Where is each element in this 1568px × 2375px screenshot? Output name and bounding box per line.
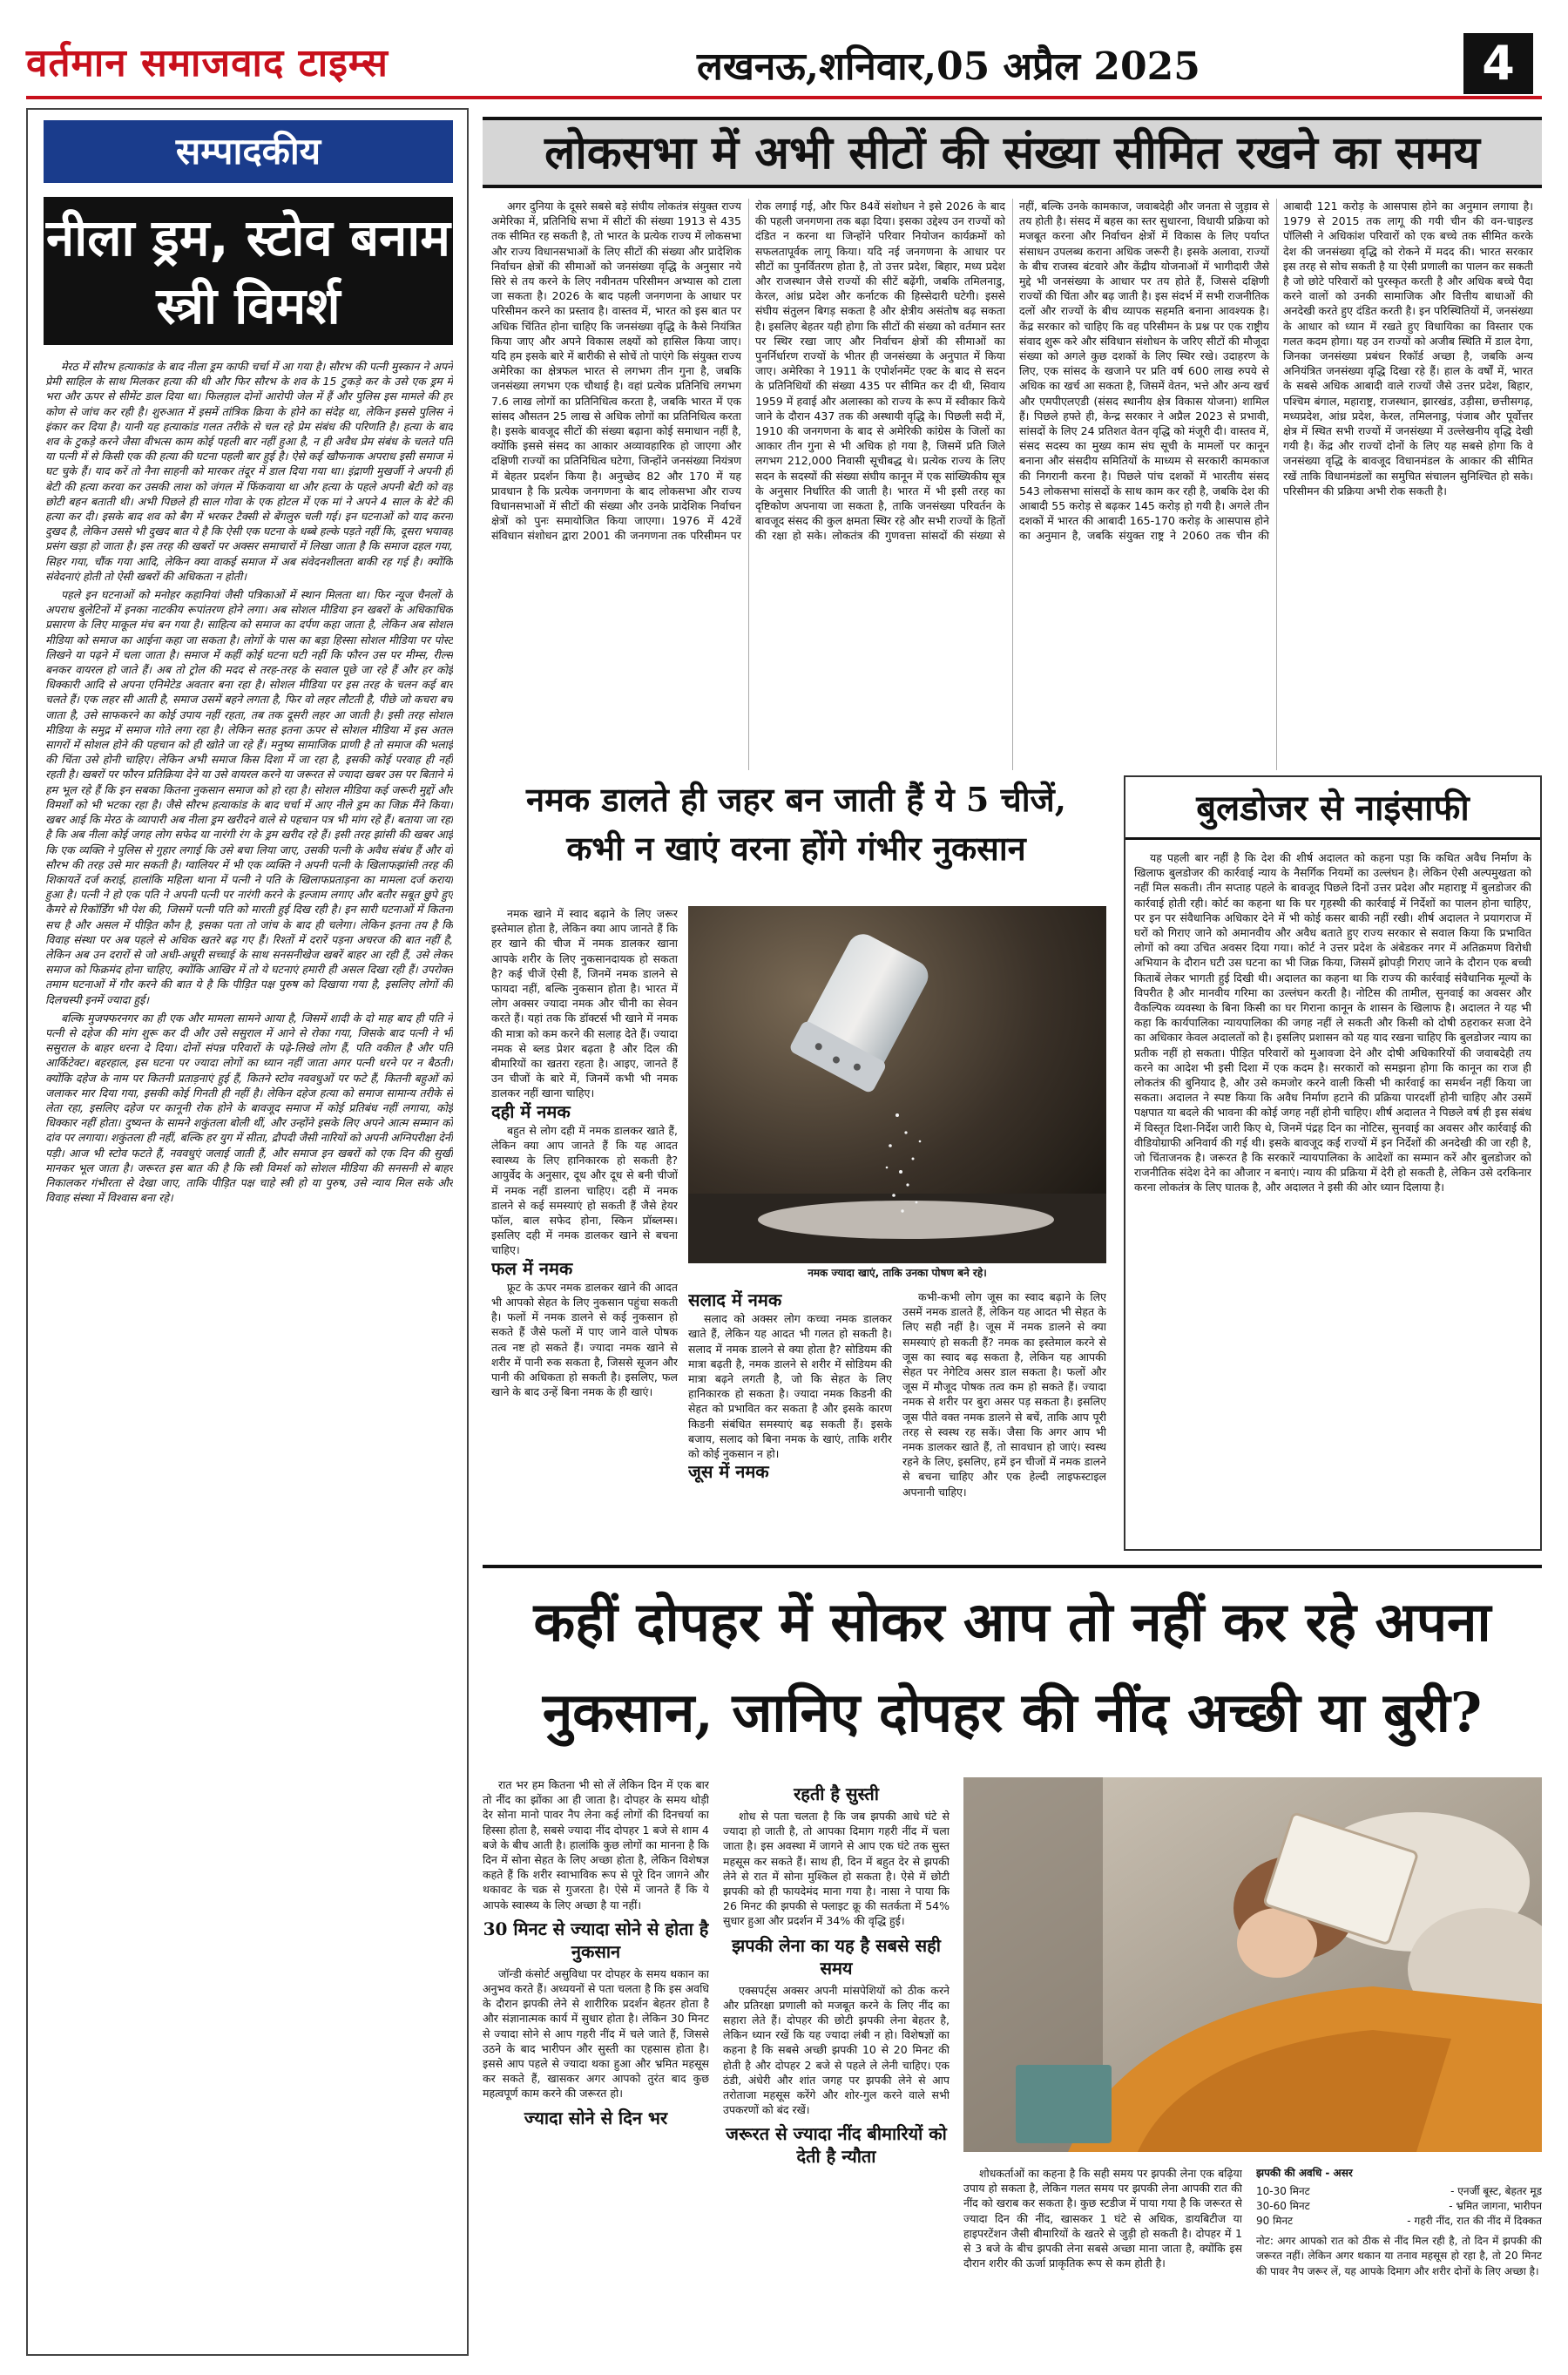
duration-time: 30-60 मिनट bbox=[1256, 2200, 1310, 2213]
salt-column-3 bbox=[902, 1289, 1106, 1551]
editorial-title bbox=[44, 197, 453, 345]
editorial-title-line1: नीला ड्रम, स्टोव बनाम bbox=[46, 208, 450, 267]
salt-subhead-juice: जूस में नमक bbox=[688, 1461, 769, 1483]
nap-column-1 bbox=[483, 1777, 709, 2352]
nap-col3-text: शोधकर्ताओं का कहना है कि सही समय पर झपकी लेना एक बढ़िया उपाय हो सकता है, लेकिन गलत समय पर झपकी लेना आपकी रात की नींद को खराब कर सकता है। कुछ स्टडीज में पाया गया है कि जरूरत से ज्यादा दिन की नींद, खासकर 1 घंटे से अधिक, डायबिटीज या हाइपरटेंशन जैसी बीमारियों के खतरे से जुड़ी हो सकती है। दोपहर में 1 से 3 बजे के बीच झपकी लेना सबसे अच्छा माना जाता है, क्योंकि इस दौरान शरीर की ऊर्जा प्राकृतिक रूप से कम होती है। bbox=[963, 2167, 1242, 2270]
salt-curd-text: बहुत से लोग दही में नमक डालकर खाते हैं, लेकिन क्या आप जानते हैं कि यह आदत स्वास्थ्य के लिए हानिकारक हो सकती है? आयुर्वेद के अनुसार, दूध और दूध से बनी चीजों में नमक नहीं डालना चाहिए। दही में नमक डालने से कई समस्याएं हो सकती हैं जैसे हेयर फॉल, बाल सफेद होना, स्किन प्रॉब्लम्स। इसलिए दही में नमक डालकर खाने से बचना चाहिए। bbox=[491, 1123, 678, 1257]
bulldozer-paragraph: यह पहली बार नहीं है कि देश की शीर्ष अदालत को कहना पड़ा कि कथित अवैध निर्माण के खिलाफ बुलडोजर की कार्रवाई न्याय के नैसर्गिक नियमों का उल्लंघन है। लेकिन ऐसी अल्पमुखता को नहीं मिल सकती। तीन सप्ताह पहले के बावजूद पिछले दिनों उत्तर प्रदेश और महाराष्ट्र में बुलडोजर की कार्रवाई होती रही। कोर्ट का कहना था कि घर गृहस्थी की कार्रवाई में निर्देशों का पालन होना चाहिए, पर इन पर संवैधानिक अधिकार देने में भी कोई कसर बाकी नहीं रखी। शीर्ष अदालत ने प्रयागराज में घरों को गिराए जाने को अमानवीय और अवैध बताते हुए राज्य सरकार से सवाल किया कि प्रभावित लोगों को क्या उचित अवसर दिया गया। कोर्ट ने उत्तर प्रदेश के अंबेडकर नगर में अतिक्रमण विरोधी अभियान के दौरान घटी उस घटना का भी जिक्र किया, जिसमें झोपड़ी गिराए जाने के दौरान एक बच्ची किताबें लेकर भागती हुई दिखी थी। अदालत का कहना था कि राज्य की कार्रवाई संवैधानिक मूल्यों के विपरीत है और मानवीय गरिमा का उल्लंघन करती है। नोटिस की तामील, सुनवाई का अवसर और वैकल्पिक व्यवस्था के बिना किसी का घर गिराना कानून के शासन के खिलाफ है। अदालत ने यह भी कहा कि कार्यपालिका न्यायपालिका की जगह नहीं ले सकती और किसी को दोषी ठहराकर सजा देने का अधिकार केवल अदालतों को है। इसलिए प्रशासन को यह याद रखना चाहिए कि बुलडोजर न्याय का प्रतीक नहीं हो सकता। पीड़ित परिवारों को मुआवजा देने और दोषी अधिकारियों की जवाबदेही तय करने का आदेश भी इसी दिशा में एक कदम है। सरकारों को समझना होगा कि कानून का राज ही लोकतंत्र की बुनियाद है, और उसे कमजोर करने वाली किसी भी कार्रवाई का समर्थन नहीं किया जा सकता। अदालत ने स्पष्ट किया कि अवैध निर्माण हटाने की प्रक्रिया पारदर्शी होनी चाहिए और उसमें पक्षपात या बदले की भावना की कोई जगह नहीं होनी चाहिए। शीर्ष अदालत ने पिछले वर्ष ही इस संबंध में विस्तृत दिशा-निर्देश जारी किए थे, जिनमें पंद्रह दिन का नोटिस, सुनवाई का अवसर और कार्रवाई की वीडियोग्राफी अनिवार्य की गई थी। इसके बावजूद कई राज्यों में इन निर्देशों की अनदेखी की जा रही है, जो चिंताजनक है। जरूरत है कि सरकारें न्यायपालिका के आदेशों का सम्मान करें और बुलडोजर को राजनीतिक संदेश देने का औजार न बनाएं। न्याय की प्रक्रिया में देरी हो सकती है, लेकिन उसे दरकिनार करना लोकतंत्र के लिए घातक है, और अदालत ने इसी की ओर ध्यान दिलाया है। bbox=[1134, 851, 1531, 1194]
salt-intro: नमक खाने में स्वाद बढ़ाने के लिए जरूर इस्तेमाल होता है, लेकिन क्या आप जानते हैं कि हर खाने की चीज में नमक डालकर खाना आपके शरीर के लिए नुकसानदायक हो सकता है? कई चीजें ऐसी हैं, जिनमें नमक डालने से फायदा नहीं, बल्कि नुकसान होता है। भारत में लोग अक्सर ज्यादा नमक और चीनी का सेवन करते हैं। यहां तक कि डॉक्टर्स भी खाने में नमक की मात्रा को कम करने की सलाह देते हैं। ज्यादा नमक से ब्लड प्रेशर बढ़ता है और दिल की बीमारियों का खतरा रहता है। आइए, जानते हैं उन चीजों के बारे में, जिनमें कभी भी नमक डालकर नहीं खाना चाहिए। bbox=[491, 907, 678, 1100]
duration-time: 90 मिनट bbox=[1256, 2215, 1294, 2228]
page-number: 4 bbox=[1463, 33, 1533, 94]
editorial-paragraph: मेरठ में सौरभ हत्याकांड के बाद नीला ड्रम काफी चर्चा में आ गया है। सौरभ की पत्नी मुस्कान ने अपने प्रेमी साहिल के साथ मिलकर हत्या की थी और फिर सौरभ के शव के 15 टुकड़े कर के उसे एक ड्रम में भरा और ऊपर से सीमेंट डाल दिया था। फिलहाल दोनों आरोपी जेल में हैं और पुलिस इस मामले की हर कोण से जांच कर रही है। शुरुआत में इसमें तांत्रिक क्रिया के होने का संदेह था, लेकिन इससे पुलिस ने इंकार कर दिया है। यानी यह हत्याकांड गलत तरीके से चल रहे प्रेम संबंध की परिणति है। हत्या के बाद शव के टुकड़े करने जैसा वीभत्स काम कोई पहली बार नहीं हुआ है, न ही अवैध प्रेम संबंध के चलते पति या पत्नी में से किसी एक की हत्या की घटना पहली बार हुई है। ऐसे कई खौफनाक अपराध इसी समाज में घट चुके हैं। याद करें तो नैना साहनी को मारकर तंदूर में डाल दिया गया था। इंद्राणी मुखर्जी ने अपनी ही बेटी की हत्या करवा कर उसकी लाश को जंगल में फिंकवाया था और हत्या के पहले अपनी बेटी को वह छोटी बहन बताती थी। अभी पिछले ही साल गोवा के एक होटल में एक मां ने अपने 4 साल के बेटे की हत्या कर दी। इसके बाद शव को बैग में भरकर टैक्सी से बेंगलुरु चली गई। इन घटनाओं को याद करना दुखद है, लेकिन उससे भी दुखद बात ये है कि ऐसी एक घटना के धब्बे हल्के पड़ते नहीं कि, दूसरा भयावह प्रसंग खड़ा हो जाता है। इस तरह की खबरों पर अक्सर समाचारों में लिखा जाता है कि समाज दहल गया, सिहर गया, चौंक गया आदि, लेकिन क्या वाकई समाज में अब संवेदनशीलता बाकी रह गई है। क्योंकि संवेदनाएं होती तो ऐसी खबरों की अधिकता न होती। bbox=[45, 360, 453, 583]
list-item bbox=[1256, 2184, 1542, 2199]
list-item bbox=[1256, 2199, 1542, 2214]
nap-column-3 bbox=[963, 2166, 1242, 2352]
nap-subhead-30min: 30 मिनट से ज्यादा सोने से होता है नुकसान bbox=[483, 1918, 709, 1962]
bulldozer-headline: बुलडोजर से नाइंसाफी bbox=[1125, 777, 1540, 840]
nap-subhead-right-time: झपकी लेना का यह है सबसे सही समय bbox=[732, 1934, 941, 1979]
duration-time: 10-30 मिनट bbox=[1256, 2185, 1310, 2198]
nap-headline-line1: कहीं दोपहर में सोकर आप तो नहीं कर रहे अपना bbox=[533, 1590, 1491, 1654]
salt-subhead-curd: दही में नमक bbox=[491, 1100, 571, 1122]
nap-right-time-text: एक्सपर्ट्स अक्सर अपनी मांसपेशियों को ठीक करने और प्रतिरक्षा प्रणाली को मजबूत करने के लिए नींद का सहारा लेते हैं। दोपहर की छोटी झपकी लेना बेहतर है, लेकिन ध्यान रखें कि यह ज्यादा लंबी न हो। विशेषज्ञों का कहना है कि सबसे अच्छी झपकी 10 से 20 मिनट की होती है और दोपहर 2 बजे से पहले ले लेनी चाहिए। एक ठंडी, अंधेरी और शांत जगह पर झपकी लेने से आप तरोताजा महसूस करेंगे और शोर-गुल करने वाले सभी उपकरणों को बंद रखें। bbox=[723, 1983, 950, 2117]
salt-subhead-salad: सलाद में नमक bbox=[688, 1289, 782, 1310]
duration-effect: - एनर्जी बूस्ट, बेहतर मूड bbox=[1450, 2185, 1542, 2198]
editorial-paragraph: पहले इन घटनाओं को मनोहर कहानियां जैसी पत्रिकाओं में स्थान मिलता था। फिर न्यूज चैनलों के अपराध बुलेटिनों में इनका नाटकीय रूपांतरण होने लगा। अब सोशल मीडिया इन खबरों के अधिकाधिक प्रसारण के लिए माकूल मंच बन गया है। साहित्य को समाज का दर्पण कहा जाता है, लेकिन अब सोशल मीडिया को समाज का आईना कहा जा सकता है। लोगों के पास का बड़ा हिस्सा सोशल मीडिया पर पोस्ट लिखने या पढ़ने में चला जाता है। समाज में कहीं कोई घटना घटी नहीं कि फौरन उस पर मीम्स, रील्स बनकर वायरल हो जाते हैं। अब तो ट्रोल की मदद से तरह-तरह के सवाल पूछे जा रहे हैं और हर कोई धिक्कारी आदि से अपना एनिमेटेड अवतार बना रहा है। सोशल मीडिया पर इस तरह के चलन कई बार चलते हैं। एक लहर सी आती है, समाज उसमें बहने लगता है, फिर वो लहर लौटती है, पीछे जो कचरा बच जाता है, उसे साफकरने का कोई उपाय नहीं रहता, तब तक दूसरी लहर आ जाती है। इसी तरह सोशल मीडिया के समुद्र में समाज गोते लगा रहा है। लेकिन सतह इतना ऊपर से सोशल मीडिया में इस अतल सागरों में सोशल होने की पहचान को ही खोते जा रहे हैं। मनुष्य सामाजिक प्राणी है तो समाज की भलाई की चिंता उसे होनी चाहिए। लेकिन अभी समाज किस दिशा में जा रहा है, इसकी कोई परवाह ही नहीं रहती है। खबरों पर फौरन प्रतिक्रिया देने या उसे वायरल करने या जरूरत से ज्यादा खबर उस पर बिताने में हम भूल रहे हैं कि इन सबका कितना नुकसान समाज को हो रहा है। सोशल मीडिया कई जरूरी मुद्दों और विमर्शों को भी भटका रहा है। जैसे सौरभ हत्याकांड के बाद चर्चा में आए नीले ड्रम का जिक्र मैंने किया। खबर आई कि मेरठ के व्यापारी अब नीला ड्रम खरीदने वाले से पहचान पत्र भी मांग रहे हैं। बताया जा रहा है कि अब नीला कोई जगह लोग सफेद या नारंगी रंग के ड्रम खरीद रहे हैं। इसी तरह झांसी की खबर आई कि एक व्यक्ति ने पुलिस से गुहार लगाई कि उसे बचा लिया जाए, उसकी पत्नी के अवैध संबंध हैं और वो सौरभ की तरह उसे मार सकती है। ग्वालियर में भी एक व्यक्ति ने अपनी पत्नी के खिलाफझांसी तरह की शिकायतें दर्ज कराई, हालांकि महिला थाना में पत्नी ने पति के खिलाफप्रताड़ना का मामला दर्ज कराया हुआ है। पत्नी ने हो एक पति ने अपनी पत्नी पर नारंगी करने के इल्जाम लगाए और बतौर सबूत छुपे हुए कैमरे से रिकॉर्डिंग भी पेश की, जिसमें पत्नी पति को मारती हुई दिख रही है। इन सारी घटनाओं में कितना सच है और असल में पीड़ित कौन है, इसका पता तो जांच के बाद ही चलेगा। लेकिन इतना तय है कि विवाह संस्था पर अब पहले से अधिक खतरे बढ़ गए हैं। रिश्तों में दरारें पड़ना अचरज की बात नहीं है, लेकिन अब उन दरारों से जो अधी-अधूरी सच्चाई के साथ सनसनीखेज खबरें बाहर आ रही हैं, उसे लेकर समाज को फिक्रमंद होना चाहिए, क्योंकि आखिर में तो ये घटनाएं हमारी ही असल दिखा रही हैं। उपरोक्त तमाम घटनाओं में गौर करने की बात ये है कि पीड़ित पक्ष पुरुष को दिखाया गया है, इसलिए लोगों की दिलचस्पी इनमें ज्यादा हुई। bbox=[45, 588, 453, 1006]
nap-story bbox=[483, 1565, 1542, 2358]
salt-photo-caption: नमक ज्यादा खाएं, ताकि उनका पोषण बने रहे। bbox=[808, 1267, 987, 1279]
paper-name: वर्तमान समाजवाद टाइम्स bbox=[26, 41, 389, 85]
nap-headline-line2: नुकसान, जानिए दोपहर की नींद अच्छी या बुरी? bbox=[542, 1681, 1483, 1744]
editorial-paragraph: बल्कि मुजफ्फरनगर का ही एक और मामला सामने आया है, जिसमें शादी के दो माह बाद ही पति ने पत्नी से दहेज की मांग शुरू कर दी और उसे ससुराल में आने से रोका गया, जिसके बाद पत्नी ने भी ससुराल के बाहर धरना दे दिया। दोनों संपन्न परिवारों के पढ़े-लिखे लोग हैं, पति वकील है और पति आर्किटेक्ट। बहरहाल, इस घटना पर ज्यादा लोगों का ध्यान नहीं जाता अगर पत्नी धरने पर न बैठती। क्योंकि दहेज के नाम पर कितनी प्रताड़नाएं हुई हैं, कितने स्टोव नववधुओं पर फटे हैं, कितनी बहुओं को जलाकर मार दिया गया, इसकी कोई गिनती ही नहीं है। लेकिन दहेज हत्या को समाज सामान्य तरीके से लेता रहा, इसलिए दहेज पर कानूनी रोक होने के बावजूद समाज में कोई प्रतिबंध नहीं लगाया, कोई धिक्कार नहीं होता। दुष्यन्त के सामने शकुंतला बोली थीं, और उन्होंने इसके लिए अपने आत्म सम्मान को दांव पर लगाया। शकुंतला ही नहीं, बल्कि हर युग में सीता, द्रौपदी जैसी नारियों को अपनी अग्निपरीक्षा देनी पड़ी। आज भी स्टोव फटते हैं, नववधुएं जलाई जाती हैं, और समाज इन खबरों को एक दिन की सुर्खी मानकर भूल जाता है। जरूरत इस बात की है कि स्त्री विमर्श को सोशल मीडिया की सनसनी से बाहर निकालकर गंभीरता से देखा जाए, ताकि पीड़ित पक्ष चाहे स्त्री हो या पुरुष, उसे न्याय मिल सके और विवाह संस्था में विश्वास बना रहे। bbox=[45, 1011, 453, 1205]
editorial-body bbox=[45, 359, 453, 2345]
bulldozer-editorial bbox=[1124, 775, 1542, 1551]
lead-paragraph: अगर दुनिया के दूसरे सबसे बड़े संघीय लोकतंत्र संयुक्त राज्य अमेरिका में, प्रतिनिधि सभा में सीटों की संख्या 1913 से 435 तक सीमित रह सकती है, तो भारत के प्रत्येक राज्य में लोकसभा और राज्य विधानसभाओं के लिए सीटों की संख्या और प्रादेशिक निर्वाचन क्षेत्रों की सीमाओं को जनसंख्या वृद्धि के अनुसार नये सिरे से तय करने के लिए नवीनतम परिसीमन अभ्यास को टाला जा सकता है। 2026 के बाद पहली जनगणना के आधार पर परिसीमन करने का प्रस्ताव है। वास्तव में, भारत को इस बात पर अधिक चिंतित होना चाहिए कि जनसंख्या वृद्धि के कैसे नियंत्रित किया जाए और अपने विकास लक्ष्यों को हासिल किया जाए। यदि हम इसके बारे में बारीकी से सोचें तो पाएंगे कि संयुक्त राज्य अमेरिका का क्षेत्रफल भारत से लगभग तीन गुना है, जबकि जनसंख्या लगभग एक चौथाई है। वहां प्रत्येक प्रतिनिधि लगभग 7.6 लाख लोगों का प्रतिनिधित्व करता है, जबकि भारत में एक सांसद औसतन 25 लाख से अधिक लोगों का प्रतिनिधित्व करता है। इसके बावजूद सीटों की संख्या बढ़ाना कोई समाधान नहीं है, क्योंकि इससे संसद का आकार अव्यावहारिक हो जाएगा और दक्षिणी राज्यों का प्रतिनिधित्व घटेगा, जिन्होंने जनसंख्या नियंत्रण में बेहतर प्रदर्शन किया है। अनुच्छेद 82 और 170 में यह प्रावधान है कि प्रत्येक जनगणना के बाद लोकसभा और राज्य विधानसभाओं में सीटों की संख्या और उनके प्रादेशिक निर्वाचन क्षेत्रों को पुनः समायोजित किया जाएगा। 1976 में 42वें संविधान संशोधन द्वारा 2001 की जनगणना तक परिसीमन पर रोक लगाई गई, और फिर 84वें संशोधन ने इसे 2026 के बाद की पहली जनगणना तक बढ़ा दिया। इसका उद्देश्य उन राज्यों को दंडित न करना था जिन्होंने परिवार नियोजन कार्यक्रमों को सफलतापूर्वक लागू किया। यदि नई जनगणना के आधार पर सीटों का पुनर्वितरण होता है, तो उत्तर प्रदेश, बिहार, मध्य प्रदेश और राजस्थान जैसे राज्यों की सीटें बढ़ेंगी, जबकि तमिलनाडु, केरल, आंध्र प्रदेश और कर्नाटक की हिस्सेदारी घटेगी। इससे संघीय संतुलन बिगड़ सकता है और क्षेत्रीय असंतोष बढ़ सकता है। इसलिए बेहतर यही होगा कि सीटों की संख्या को वर्तमान स्तर पर स्थिर रखा जाए और निर्वाचन क्षेत्रों की सीमाओं का पुनर्निर्धारण राज्यों के भीतर ही जनसंख्या के अनुपात में किया जाए। अमेरिका ने 1911 के एपोर्शनमेंट एक्ट के बाद से सदन के प्रतिनिधियों की संख्या 435 पर सीमित कर दी थी, सिवाय 1959 में हवाई और अलास्का को राज्य के रूप में स्वीकार किये जाने के दौरान 437 तक की अस्थायी वृद्धि के। पिछली सदी में, 1910 की जनगणना के बाद से अमेरिकी कांग्रेस के जिलों का आकार तीन गुना से भी अधिक हो गया है, जिसमें प्रति जिले लगभग 212,000 निवासी सूचीबद्ध थे। प्रत्येक राज्य के लिए सदन के सदस्यों की संख्या संघीय कानून में एक सांख्यिकीय सूत्र के अनुसार निर्धारित की जाती है। भारत में भी इसी तरह का दृष्टिकोण अपनाया जा सकता है, ताकि जनसंख्या परिवर्तन के बावजूद संसद की कुल क्षमता स्थिर रहे और सभी राज्यों के हितों की रक्षा हो सके। लोकतंत्र की गुणवत्ता सांसदों की संख्या से नहीं, बल्कि उनके कामकाज, जवाबदेही और जनता से जुड़ाव से तय होती है। संसद में बहस का स्तर सुधारना, विधायी प्रक्रिया को मजबूत करना और निर्वाचन क्षेत्रों में विकास के लिए पर्याप्त संसाधन उपलब्ध कराना अधिक जरूरी है। इसके अलावा, राज्यों के बीच राजस्व बंटवारे और केंद्रीय योजनाओं में भागीदारी जैसे मुद्दे भी जनसंख्या के आधार पर तय होते हैं, जिससे दक्षिणी राज्यों की चिंता और बढ़ जाती है। इस संदर्भ में सभी राजनीतिक दलों और राज्यों के बीच व्यापक सहमति बनाना आवश्यक है। केंद्र सरकार को चाहिए कि वह परिसीमन के प्रश्न पर एक राष्ट्रीय संवाद शुरू करे और संविधान संशोधन के जरिए सीटों की मौजूदा संख्या को अगले कुछ दशकों के लिए स्थिर रखे। उदाहरण के लिए, एक सांसद के खजाने पर प्रति वर्ष 600 लाख रुपये से अधिक का खर्च आ सकता है, जिसमें वेतन, भत्ते और अन्य खर्च और एमपीएलएडी (संसद स्थानीय क्षेत्र विकास योजना) शामिल हैं। पिछले हफ्ते ही, केन्द्र सरकार ने अप्रैल 2023 से प्रभावी, सांसदों के लिए 24 प्रतिशत वेतन वृद्धि को मंजूरी दी। वास्तव में, संसद सदस्य का मुख्य काम संघ सूची के मामलों पर कानून बनाना और संसदीय समितियों के माध्यम से सरकारी कामकाज की निगरानी करना है। पिछले पांच दशकों में भारतीय संसद 543 लोकसभा सांसदों के साथ काम कर रही है, जबकि देश की आबादी 55 करोड़ से बढ़कर 145 करोड़ हो गयी है। अगले तीन दशकों में भारत की आबादी 165-170 करोड़ के आसपास होने का अनुमान है, जबकि संयुक्त राष्ट्र ने 2060 तक चीन की आबादी 121 करोड़ के आसपास होने का अनुमान लगाया है। 1979 से 2015 तक लागू की गयी चीन की वन-चाइल्ड पॉलिसी ने अधिकांश परिवारों को एक बच्चे तक सीमित करके देश की जनसंख्या वृद्धि को रोकने में मदद की। भारत सरकार इस तरह से सोच सकती है या ऐसी प्रणाली का पालन कर सकती है जो छोटे परिवारों को पुरस्कृत करती है और अधिक बच्चे पैदा करने वालों को उनकी सामाजिक और वित्तीय बाधाओं की अनदेखी करते हुए दंडित करती है। इन परिस्थितियों में, जनसंख्या के आधार को ध्यान में रखते हुए विधायिका का विस्तार एक गलत कदम होगा। यह उन राज्यों को अजीब स्थिति में डाल देगा, जिनका जनसंख्या प्रबंधन रिकॉर्ड अच्छा है, जबकि अन्य अनियंत्रित जनसंख्या वृद्धि दिखा रहे हैं। हाल के वर्षों में, भारत के सबसे अधिक आबादी वाले राज्यों जैसे उत्तर प्रदेश, बिहार, पश्चिम बंगाल, महाराष्ट्र, राजस्थान, झारखंड, उड़ीसा, छत्तीसगढ़, मध्यप्रदेश, आंध्र प्रदेश, केरल, तमिलनाडु, पंजाब और पूर्वोत्तर क्षेत्र में स्थित सभी राज्यों में जनसंख्या में उल्लेखनीय वृद्धि देखी गयी है। केंद्र और राज्यों दोनों के लिए यह सबसे होगा कि वे जनसंख्या वृद्धि के बावजूद विधानमंडल के आकार की सीमित रखें ताकि विधानमंडलों का समुचित संचालन सुनिश्चित हो सके। परिसीमन की प्रक्रिया अभी रोक सकती है। bbox=[491, 200, 1533, 543]
sleeping-woman-photo bbox=[963, 1777, 1542, 2152]
editorial-badge: सम्पादकीय bbox=[44, 120, 453, 183]
bulldozer-body bbox=[1134, 850, 1531, 1544]
salt-story bbox=[483, 775, 1110, 1551]
masthead bbox=[0, 0, 1568, 105]
nap-subhead-bottom: ज्यादा सोने से दिन भर bbox=[524, 2107, 668, 2128]
nap-sleepy-text: शोध से पता चलता है कि जब झपकी आधे घंटे से ज्यादा हो जाती है, तो आपका दिमाग गहरी नींद में चला जाता है। इस अवस्था में जागने से आप एक घंटे तक सुस्त महसूस कर सकते हैं। साथ ही, दिन में बहुत देर से झपकी लेने से रात में सोना मुश्किल हो सकता है। ऐसे में छोटी झपकी को ही फायदेमंद माना गया है। नासा ने पाया कि 26 मिनट की झपकी से फ्लाइट क्रू की सतर्कता में 54% सुधार हुआ और प्रदर्शन में 34% की वृद्धि हुई। bbox=[723, 1810, 950, 1928]
nap-subhead-diseases: जरूरत से ज्यादा नींद बीमारियों को देती है न्यौता bbox=[726, 2123, 947, 2168]
duration-effect: - भ्रमित जागना, भारीपन bbox=[1449, 2200, 1542, 2213]
nap-30min-text: जॉन्डी कंसोर्ट असुविधा पर दोपहर के समय थकान का अनुभव करते हैं। अध्ययनों से पता चलता है कि इस अवधि के दौरान झपकी लेने से शारीरिक प्रदर्शन बेहतर होता है और संज्ञानात्मक कार्य में सुधार होता है। लेकिन 30 मिनट से ज्यादा सोने से आप गहरी नींद में चले जाते हैं, जिससे उठने के बाद भारीपन और सुस्ती का एहसास होता है। इससे आप पहले से ज्यादा थका हुआ और भ्रमित महसूस कर सकते हैं, खासकर अगर आपको तुरंत बाद कुछ महत्वपूर्ण काम करने की जरूरत हो। bbox=[483, 1966, 709, 2101]
salt-fruit-text: फ्रूट के ऊपर नमक डालकर खाने की आदत भी आपको सेहत के लिए नुकसान पहुंचा सकती है। फलों में नमक डालने से कई नुकसान हो सकते हैं जैसे फलों में पाए जाने वाले पोषक तत्व नष्ट हो सकते हैं। ज्यादा नमक खाने से शरीर में पानी रुक सकता है, जिससे सूजन और पानी की अधिकता हो सकती है। इसलिए, फल खाने के बाद उन्हें बिना नमक के ही खाएं। bbox=[491, 1280, 678, 1399]
salt-headline-line1: नमक डालते ही जहर बन जाती हैं ये 5 चीजें, bbox=[526, 780, 1066, 819]
nap-durations-intro: झपकी की अवधि - असर bbox=[1256, 2167, 1353, 2179]
nap-rule bbox=[483, 1565, 1542, 1568]
lead-headline: लोकसभा में अभी सीटों की संख्या सीमित रखने का समय bbox=[483, 117, 1542, 188]
duration-effect: - गहरी नींद, रात की नींद में दिक्कत bbox=[1407, 2215, 1542, 2228]
dateline: लखनऊ,शनिवार,05 अप्रैल 2025 bbox=[697, 44, 1200, 89]
salt-juice-text: कभी-कभी लोग जूस का स्वाद बढ़ाने के लिए उसमें नमक डालते हैं, लेकिन यह आदत भी सेहत के लिए सही नहीं है। जूस में नमक डालने से क्या समस्याएं हो सकती हैं? नमक का इस्तेमाल करने से जूस का स्वाद बढ़ सकता है, लेकिन यह आपकी सेहत पर नेगेटिव असर डाल सकता है। फलों और जूस में मौजूद पोषक तत्व कम हो सकते हैं। ज्यादा नमक से शरीर पर बुरा असर पड़ सकता है। इसलिए जूस पीते वक्त नमक डालने से बचें, ताकि आप पूरी तरह से स्वस्थ रह सकें। जैसा कि अगर आप भी नमक डालकर खाते हैं, तो सावधान हो जाएं। स्वस्थ रहने के लिए, इसलिए, हमें इन चीजों में नमक डालने से बचना चाहिए और एक हेल्दी लाइफस्टाइल अपनानी चाहिए। bbox=[902, 1290, 1106, 1499]
nap-intro: रात भर हम कितना भी सो लें लेकिन दिन में एक बार तो नींद का झोंका आ ही जाता है। दोपहर के समय थोड़ी देर सोना मानो पावर नैप लेना कई लोगों की दिनचर्या का हिस्सा होता है, सबसे ज्यादा नींद दोपहर 1 बजे से शाम 4 बजे के बीच आती है। हालांकि कुछ लोगों का मानना है कि दिन में सोना सेहत के लिए अच्छा होता है, लेकिन विशेषज्ञ कहते हैं कि शरीर स्वाभाविक रूप से पूरे दिन जागने और थकावट के चक्र से गुजरता है। ऐसे में जानते हैं कि ये आपके स्वास्थ्य के लिए अच्छा है या नहीं। bbox=[483, 1778, 709, 1912]
salt-salad-text: सलाद को अक्सर लोग कच्चा नमक डालकर खाते हैं, लेकिन यह आदत भी गलत हो सकती है। सलाद में नमक डालने से क्या होता है? सोडियम की मात्रा बढ़ती है, नमक डालने से शरीर में सोडियम की मात्रा बढ़ने लगती है, जो कि सेहत के लिए हानिकारक हो सकता है। ज्यादा नमक किडनी की सेहत को प्रभावित कर सकता है और इसके कारण किडनी संबंधित समस्याएं बढ़ सकती हैं। इसके बजाय, सलाद को बिना नमक के खाएं, ताकि शरीर को कोई नुकसान न हो। bbox=[688, 1312, 892, 1461]
salt-headline bbox=[483, 775, 1110, 889]
lead-story bbox=[483, 108, 1542, 779]
lead-body bbox=[491, 199, 1533, 770]
salt-column-2 bbox=[688, 1289, 892, 1551]
editorial-title-line2: स्त्री विमर्श bbox=[156, 276, 341, 335]
nap-subhead-sleepy: रहती है सुस्ती bbox=[794, 1783, 879, 1804]
nap-column-2 bbox=[723, 1777, 950, 2352]
nap-column-4 bbox=[1256, 2166, 1542, 2352]
salt-shaker-photo bbox=[688, 906, 1106, 1263]
list-item bbox=[1256, 2214, 1542, 2229]
salt-column-1 bbox=[491, 906, 678, 1542]
nap-col4-text: नोट: अगर आपको रात को ठीक से नींद मिल रही है, तो दिन में झपकी की जरूरत नहीं। लेकिन अगर थकान या तनाव महसूस हो रहा है, तो 20 मिनट की पावर नैप जरूर लें, यह आपके दिमाग और शरीर दोनों के लिए अच्छा है। bbox=[1256, 2235, 1542, 2277]
nap-headline bbox=[483, 1577, 1542, 1769]
editorial-column bbox=[26, 108, 469, 2356]
masthead-rule bbox=[26, 96, 1542, 99]
salt-subhead-fruit: फल में नमक bbox=[491, 1257, 573, 1279]
salt-headline-line2: कभी न खाएं वरना होंगे गंभीर नुकसान bbox=[566, 829, 1026, 868]
